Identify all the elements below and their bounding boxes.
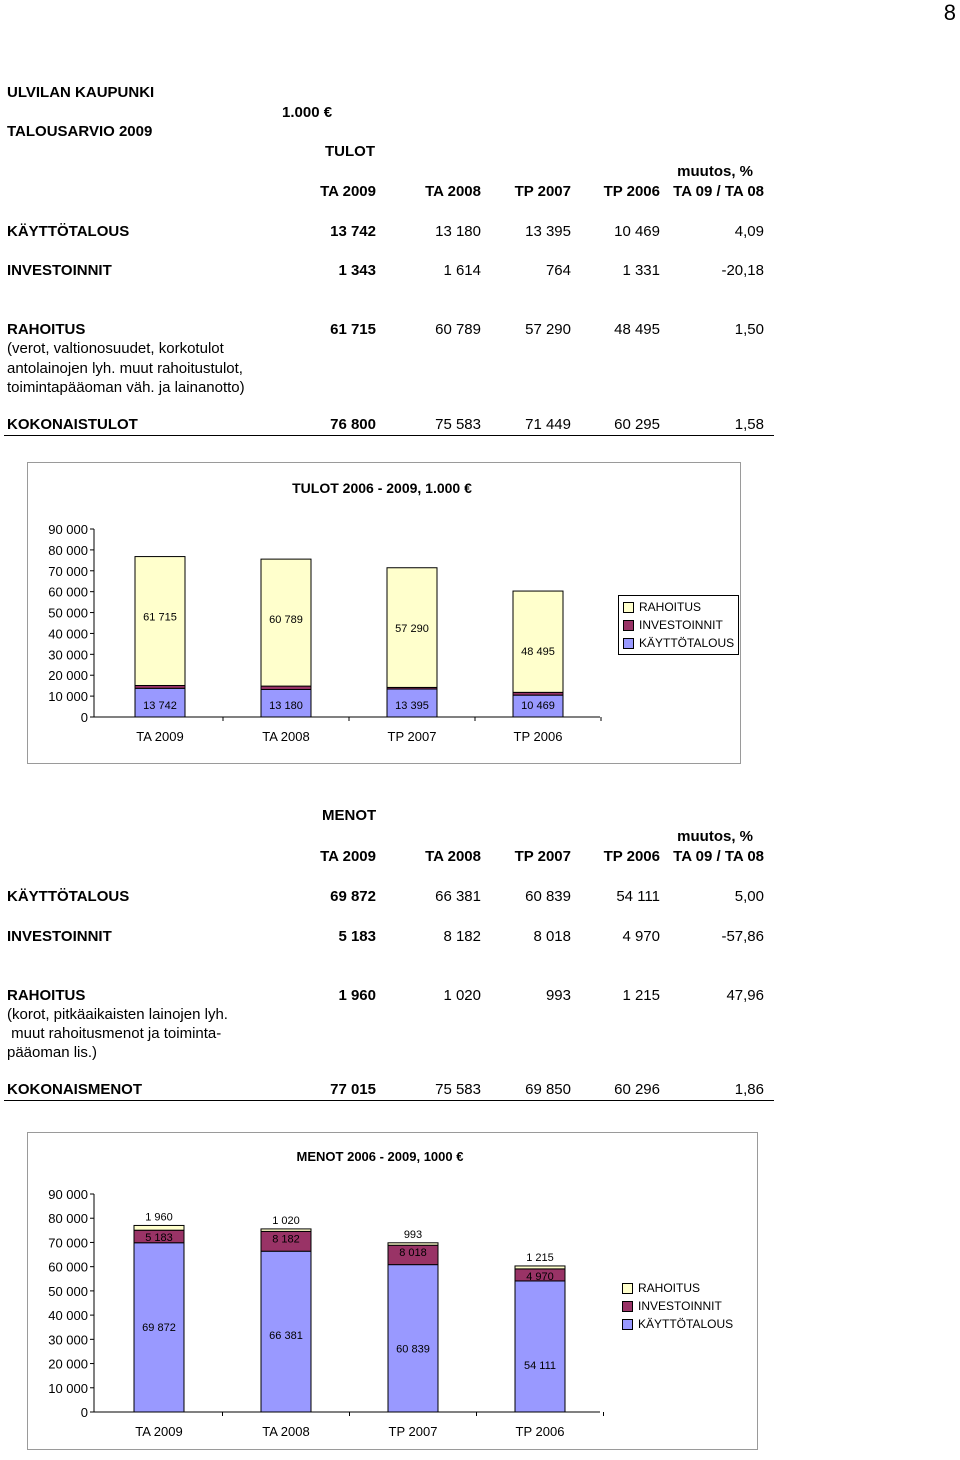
legend-label: INVESTOINNIT [638, 1299, 722, 1313]
y-tick-label: 20 000 [48, 1356, 88, 1372]
income-cell: 764 [545, 262, 571, 279]
income-col-ta2009: TA 2009 [320, 183, 376, 200]
expenses-title: MENOT [322, 807, 377, 824]
income-col-tp2006: TP 2006 [603, 183, 660, 200]
income-chart [27, 462, 741, 764]
income-cell: 57 290 [525, 321, 571, 338]
page-number: 8 [943, 0, 956, 25]
y-tick-label: 80 000 [48, 542, 88, 558]
legend-swatch [622, 1319, 633, 1330]
city-name: ULVILAN KAUPUNKI [7, 84, 155, 101]
legend-item [623, 616, 734, 634]
income-cell: 60 789 [435, 321, 481, 338]
income-cell: 48 495 [614, 321, 660, 338]
x-tick-label: TA 2008 [262, 729, 310, 744]
expenses-col-tp2006: TP 2006 [603, 848, 660, 865]
expenses-cell: -57,86 [721, 928, 764, 945]
chart-title: TULOT 2006 - 2009, 1.000 € [292, 480, 472, 496]
income-total-cell: 76 800 [330, 416, 376, 433]
expenses-col-change: TA 09 / TA 08 [673, 848, 764, 865]
expenses-total-cell: 77 015 [330, 1081, 376, 1098]
income-total-label: KOKONAISTULOT [7, 416, 138, 433]
legend-item [622, 1315, 733, 1333]
expenses-total-label: KOKONAISMENOT [7, 1081, 142, 1098]
y-tick-label: 0 [80, 710, 88, 725]
income-note: toimintapääoman väh. ja lainanotto) [7, 379, 245, 396]
data-label-kayttotalous: 54 111 [523, 1359, 557, 1372]
legend-item [622, 1279, 733, 1297]
income-cell: 1 331 [622, 262, 660, 279]
expenses-chart-legend [618, 1277, 737, 1335]
budget-title: TALOUSARVIO 2009 [7, 123, 153, 140]
expenses-col-ta2008: TA 2008 [425, 848, 481, 865]
expenses-col-tp2007: TP 2007 [514, 848, 571, 865]
data-label-rahoitus: 48 495 [521, 646, 555, 659]
y-tick-label: 90 000 [48, 522, 88, 537]
expenses-cell: 54 111 [616, 888, 660, 905]
expenses-cell: 5,00 [734, 888, 764, 905]
legend-swatch [623, 620, 634, 631]
expenses-cell: 47,96 [726, 987, 764, 1004]
income-change-header: muutos, % [677, 163, 753, 180]
x-tick-label: TP 2007 [388, 1424, 438, 1439]
expenses-note: (korot, pitkäaikaisten lainojen lyh. [7, 1006, 228, 1023]
income-note: antolainojen lyh. muut rahoitustulot, [7, 360, 243, 377]
bar-investoinnit [261, 686, 311, 689]
data-label-rahoitus: 993 [403, 1228, 423, 1241]
expenses-note: pääoman lis.) [7, 1044, 98, 1061]
expenses-total-underline [4, 1100, 774, 1101]
y-tick-label: 90 000 [48, 1187, 88, 1202]
y-tick-label: 10 000 [48, 1380, 88, 1396]
data-label-rahoitus: 1 960 [145, 1211, 173, 1224]
expenses-total-cell: 1,86 [734, 1081, 764, 1098]
bar-rahoitus [261, 1229, 311, 1231]
x-tick-label: TA 2009 [136, 729, 184, 744]
y-tick-label: 50 000 [48, 605, 88, 621]
data-label-kayttotalous: 69 872 [142, 1321, 176, 1334]
legend-swatch [623, 602, 634, 613]
income-col-change: TA 09 / TA 08 [673, 183, 764, 200]
x-tick-label: TA 2008 [262, 1424, 310, 1439]
expenses-cell: 66 381 [435, 888, 481, 905]
expenses-cell: 8 018 [533, 928, 571, 945]
legend-swatch [622, 1301, 633, 1312]
unit-label: 1.000 € [282, 104, 333, 121]
income-cell: 13 395 [525, 223, 571, 240]
y-tick-label: 10 000 [48, 689, 88, 705]
expenses-col-ta2009: TA 2009 [320, 848, 376, 865]
income-cell: 1 614 [443, 262, 481, 279]
income-row-label: INVESTOINNIT [7, 262, 112, 279]
income-cell: 10 469 [614, 223, 660, 240]
expenses-cell: 1 960 [338, 987, 376, 1004]
legend-label: KÄYTTÖTALOUS [639, 636, 735, 650]
y-tick-label: 60 000 [48, 584, 88, 600]
data-label-kayttotalous: 13 395 [395, 700, 429, 712]
expenses-cell: 993 [545, 987, 571, 1004]
y-tick-label: 30 000 [48, 647, 88, 663]
income-row-label: RAHOITUS [7, 321, 86, 338]
legend-label: INVESTOINNIT [639, 618, 723, 632]
income-cell: 61 715 [330, 321, 376, 338]
data-label-investoinnit: 8 182 [272, 1233, 300, 1246]
data-label-rahoitus: 1 215 [526, 1251, 554, 1264]
income-col-ta2008: TA 2008 [425, 183, 481, 200]
income-cell: 13 180 [435, 223, 481, 240]
data-label-rahoitus: 61 715 [143, 611, 177, 624]
y-tick-label: 40 000 [48, 1308, 88, 1324]
income-cell: -20,18 [721, 262, 764, 279]
income-col-tp2007: TP 2007 [514, 183, 571, 200]
y-tick-label: 70 000 [48, 563, 88, 579]
y-tick-label: 70 000 [48, 1235, 88, 1251]
y-tick-label: 80 000 [48, 1211, 88, 1227]
expenses-row-label: INVESTOINNIT [7, 928, 112, 945]
data-label-kayttotalous: 13 742 [143, 700, 177, 712]
data-label-kayttotalous: 13 180 [269, 700, 303, 712]
x-tick-label: TP 2006 [515, 1424, 565, 1439]
x-tick-label: TP 2007 [387, 729, 437, 744]
expenses-total-cell: 69 850 [525, 1081, 571, 1098]
legend-label: RAHOITUS [639, 600, 702, 614]
income-chart-legend [618, 595, 739, 655]
income-cell: 13 742 [330, 223, 376, 240]
data-label-kayttotalous: 66 381 [269, 1330, 303, 1343]
income-note: (verot, valtionosuudet, korkotulot [7, 340, 224, 357]
expenses-total-cell: 75 583 [435, 1081, 481, 1098]
y-tick-label: 60 000 [48, 1259, 88, 1275]
chart-title: MENOT 2006 - 2009, 1000 € [296, 1149, 464, 1164]
y-tick-label: 30 000 [48, 1332, 88, 1348]
bar-kayttotalous [388, 1265, 438, 1412]
expenses-total-cell: 60 296 [614, 1081, 660, 1098]
bar-rahoitus [515, 1266, 565, 1269]
legend-item [622, 1297, 733, 1315]
expenses-row-label: RAHOITUS [7, 987, 86, 1004]
expenses-cell: 5 183 [338, 928, 376, 945]
legend-item [623, 634, 734, 652]
data-label-investoinnit: 4 970 [526, 1270, 554, 1283]
income-total-cell: 71 449 [525, 416, 571, 433]
expenses-row-label: KÄYTTÖTALOUS [7, 888, 130, 905]
y-tick-label: 0 [80, 1405, 88, 1420]
income-total-underline [4, 435, 774, 436]
x-tick-label: TP 2006 [513, 729, 563, 744]
income-cell: 4,09 [734, 223, 764, 240]
data-label-investoinnit: 8 018 [399, 1247, 427, 1260]
income-total-cell: 60 295 [614, 416, 660, 433]
expenses-note: muut rahoitusmenot ja toiminta- [7, 1025, 222, 1042]
y-tick-label: 20 000 [48, 668, 88, 684]
income-row-label: KÄYTTÖTALOUS [7, 223, 130, 240]
data-label-rahoitus: 1 020 [272, 1214, 300, 1227]
data-label-rahoitus: 60 789 [269, 614, 303, 627]
bar-rahoitus [134, 1225, 184, 1230]
bar-rahoitus [388, 1243, 438, 1245]
x-tick-label: TA 2009 [135, 1424, 183, 1439]
expenses-cell: 69 872 [330, 888, 376, 905]
legend-swatch [622, 1283, 633, 1294]
income-cell: 1 343 [338, 262, 376, 279]
y-tick-label: 50 000 [48, 1283, 88, 1299]
bar-kayttotalous [515, 1281, 565, 1412]
data-label-kayttotalous: 60 839 [396, 1343, 430, 1356]
expenses-chart [27, 1132, 758, 1450]
expenses-cell: 4 970 [622, 928, 660, 945]
expenses-change-header: muutos, % [677, 828, 753, 845]
y-tick-label: 40 000 [48, 626, 88, 642]
data-label-kayttotalous: 10 469 [521, 700, 555, 712]
data-label-rahoitus: 57 290 [395, 622, 429, 635]
data-label-investoinnit: 5 183 [145, 1232, 173, 1245]
income-title: TULOT [325, 143, 375, 160]
legend-swatch [623, 638, 634, 649]
income-cell: 1,50 [734, 321, 764, 338]
income-total-cell: 1,58 [734, 416, 764, 433]
expenses-cell: 1 215 [622, 987, 660, 1004]
legend-label: KÄYTTÖTALOUS [638, 1317, 734, 1331]
expenses-cell: 8 182 [443, 928, 481, 945]
legend-label: RAHOITUS [638, 1281, 701, 1295]
expenses-cell: 1 020 [443, 987, 481, 1004]
bar-rahoitus [513, 591, 563, 692]
income-total-cell: 75 583 [435, 416, 481, 433]
expenses-cell: 60 839 [525, 888, 571, 905]
legend-item [623, 598, 734, 616]
